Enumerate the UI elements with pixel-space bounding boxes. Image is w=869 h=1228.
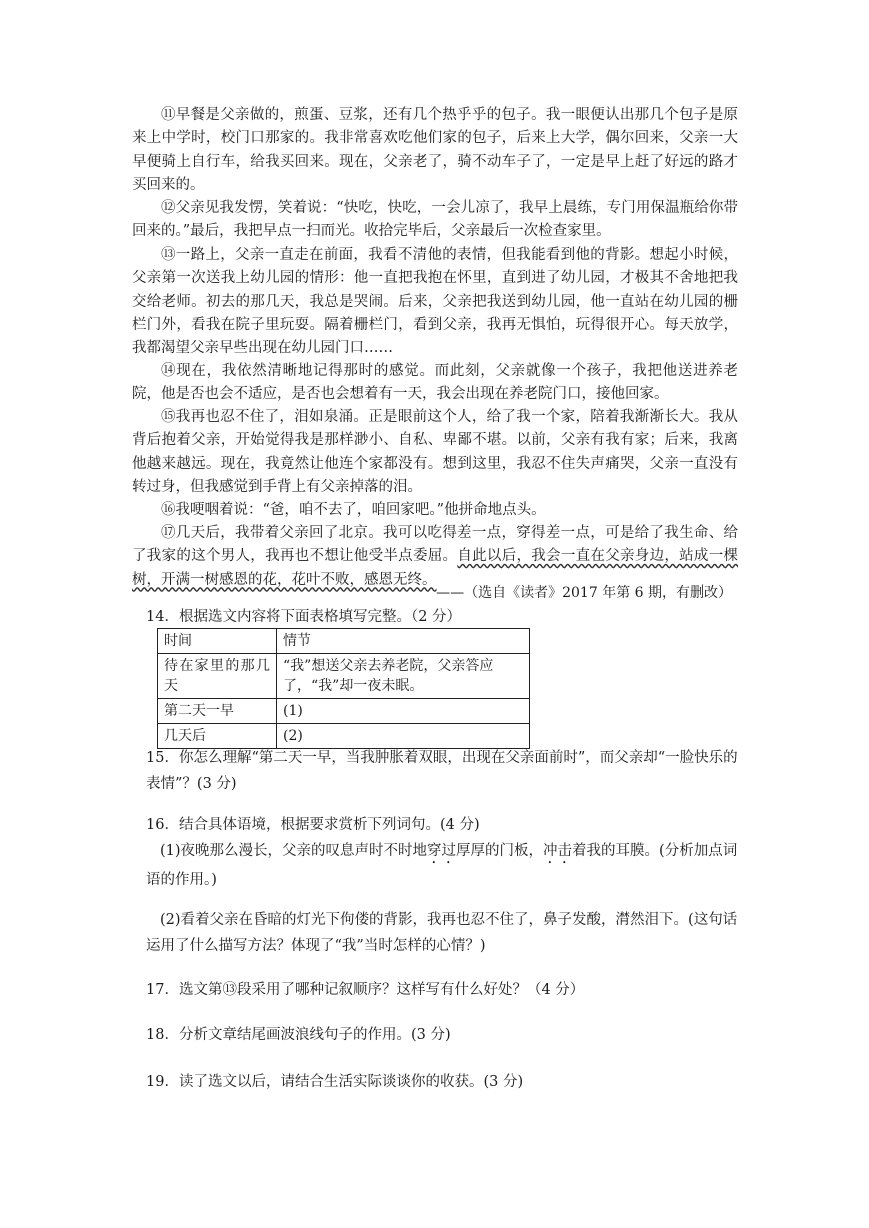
paragraph-14: ⑭现在，我依然清晰地记得那时的感觉。而此刻，父亲就像一个孩子，我把他送进养老院，他是否也会不适应，是否也会想着有一天，我会出现在养老院门口，接他回家。 — [132, 363, 738, 403]
table-cell-time: 待在家里的那几天 — [158, 654, 277, 699]
question-16: 16．结合具体语境，根据要求赏析下列词句。(4 分) — [146, 817, 480, 833]
wavy-underlined-sentence: 自此以后，我会一直在父亲身边，站成一棵树，开满一树感恩的花，花叶不败，感恩无终。 — [132, 548, 739, 588]
question-16-part-2: (2)看着父亲在昏暗的灯光下佝偻的背影，我再也忍不住了，鼻子发酸，潸然泪下。(这句话运用了什么描写方法？体现了“我”当时怎样的心情？) — [146, 912, 738, 954]
paragraph-17-text: ⑰几天后，我带着父亲回了北京。我可以吃得差一点，穿得差一点，可是给了我生命、给了我家的这个男人，我再也不想让他受半点委屈。 — [132, 525, 738, 565]
table-cell-plot: “我”想送父亲去养老院，父亲答应了，“我”却一夜未眠。 — [277, 654, 530, 699]
dotted-word-chongji: 冲击 — [543, 843, 573, 859]
source-citation: ——（选自《读者》2017 年第 6 期，有删改） — [436, 585, 732, 601]
q16-1-text-a: (1)夜晚那么漫长，父亲的叹息声时不时地 — [160, 843, 428, 859]
question-17: 17．选文第⑬段采用了哪种记叙顺序？这样写有什么好处？（4 分） — [146, 982, 585, 998]
question-16-part-1 — [146, 838, 741, 893]
question-19: 19．读了选文以后，请结合生活实际谈谈你的收获。(3 分) — [146, 1074, 524, 1090]
paragraph-16: ⑯我哽咽着说：“爸，咱不去了，咱回家吧。”他拼命地点头。 — [161, 502, 546, 518]
table-cell-time: 几天后 — [158, 724, 277, 749]
table-header-time: 时间 — [158, 629, 277, 654]
q16-1-text-b: 厚厚的门板， — [456, 843, 544, 859]
paragraph-13: ⑬一路上，父亲一直走在前面，我看不清他的表情，但我能看到他的背影。想起小时候，父亲第一次送我上幼儿园的情形：他一直把我抱在怀里，直到进了幼儿园，才极其不舍地把我交给老师。初去的那几天，我总是哭闹。后来，父亲把我送到幼儿园，他一直站在幼儿园的栅栏门外，看我在院子里玩耍。隔着栅栏门，看到父亲，我再无惧怕，玩得很开心。每天放学，我都渴望父亲早些出现在幼儿园门口…… — [132, 247, 738, 357]
table-header-row — [158, 629, 530, 654]
paragraph-17 — [132, 522, 738, 592]
answer-blank-1[interactable]: (1) — [277, 699, 530, 724]
table-row — [158, 654, 530, 699]
paragraph-11: ⑪早餐是父亲做的，煎蛋、豆浆，还有几个热乎乎的包子。我一眼便认出那几个包子是原来上中学时，校门口那家的。我非常喜欢吃他们家的包子，后来上大学，偶尔回来，父亲一大早便骑上自行车，给我买回来。现在，父亲老了，骑不动车子了，一定是早上赶了好远的路才买回来的。 — [132, 107, 738, 193]
question-18: 18．分析文章结尾画波浪线句子的作用。(3 分) — [146, 1027, 451, 1043]
question-15: 15．你怎么理解“第二天一早，当我肿胀着双眼，出现在父亲面前时”，而父亲却“一脸快乐的表情”？(3 分) — [146, 750, 738, 792]
table-cell-time: 第二天一早 — [158, 699, 277, 724]
table-row — [158, 699, 530, 724]
dotted-word-chuanguo: 穿过 — [427, 843, 457, 859]
plot-table — [157, 628, 530, 749]
answer-blank-2[interactable]: (2) — [277, 724, 530, 749]
question-14: 14．根据选文内容将下面表格填写完整。（2 分） — [146, 609, 462, 625]
table-header-plot: 情节 — [277, 629, 530, 654]
q16-1-text-c: 着我的耳膜。(分析加点词语的作用。) — [146, 843, 738, 888]
paragraph-15: ⑮我再也忍不住了，泪如泉涌。正是眼前这个人，给了我一个家，陪着我渐渐长大。我从背后抱着父亲，开始觉得我是那样渺小、自私、卑鄙不堪。以前，父亲有我有家；后来，我离他越来越远。现在，我竟然让他连个家都没有。想到这里，我忍不住失声痛哭，父亲一直没有转过身，但我感觉到手背上有父亲掉落的泪。 — [132, 409, 738, 495]
paragraph-12: ⑫父亲见我发愣，笑着说：“快吃，快吃，一会儿凉了，我早上晨练，专门用保温瓶给你带回来的。”最后，我把早点一扫而光。收拾完毕后，父亲最后一次检查家里。 — [132, 200, 738, 240]
